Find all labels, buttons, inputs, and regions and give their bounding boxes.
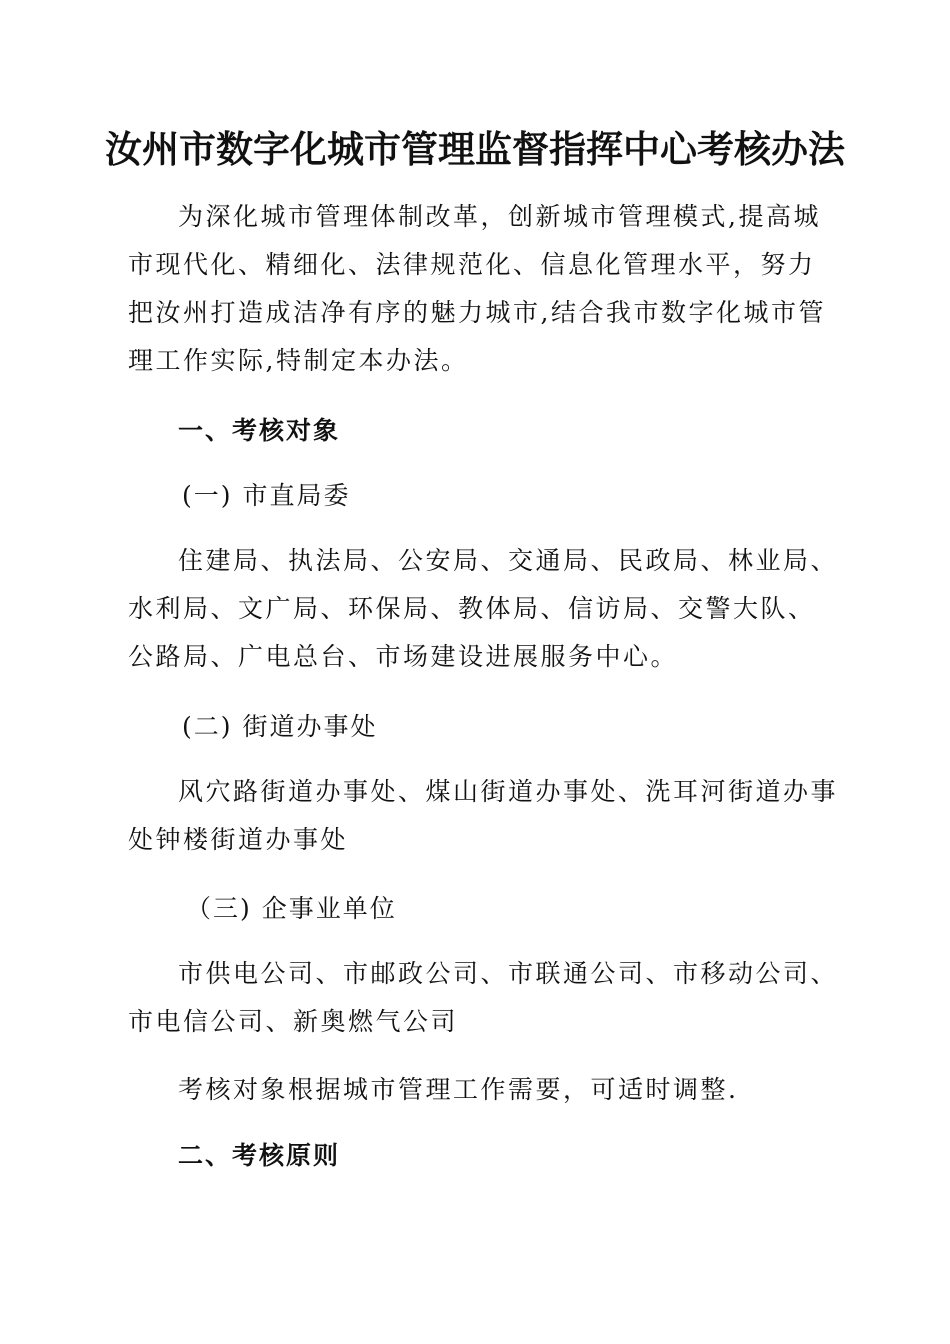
intro-paragraph: 为深化城市管理体制改革，创新城市管理模式,提高城市现代化、精细化、法律规范化、信息化管理水平，努力把汝州打造成洁净有序的魅力城市,结合我市数字化城市管理工作实际,特制定本办法。 bbox=[128, 202, 826, 375]
subheading-enterprises: （三) 企事业单位 bbox=[186, 894, 397, 923]
enterprises-list: 市供电公司、市邮政公司、市联通公司、市移动公司、市电信公司、新奥燃气公司 bbox=[128, 959, 839, 1036]
subheading-city-bureaus: (一) 市直局委 bbox=[182, 481, 351, 510]
document-title: 汝州市数字化城市管理监督指挥中心考核办法 bbox=[105, 127, 845, 171]
section-heading-assessment-principles: 二、考核原则 bbox=[178, 1141, 341, 1170]
street-offices-list: 风穴路街道办事处、煤山街道办事处、洗耳河街道办事处钟楼街道办事处 bbox=[128, 777, 839, 854]
section-heading-assessment-targets: 一、考核对象 bbox=[178, 416, 341, 445]
subheading-street-offices: (二) 街道办事处 bbox=[182, 712, 378, 741]
city-bureaus-list: 住建局、执法局、公安局、交通局、民政局、林业局、水利局、文广局、环保局、教体局、信访局、交警大队、公路局、广电总台、市场建设进展服务中心。 bbox=[128, 546, 839, 671]
adjustment-note: 考核对象根据城市管理工作需要，可适时调整. bbox=[178, 1075, 739, 1104]
